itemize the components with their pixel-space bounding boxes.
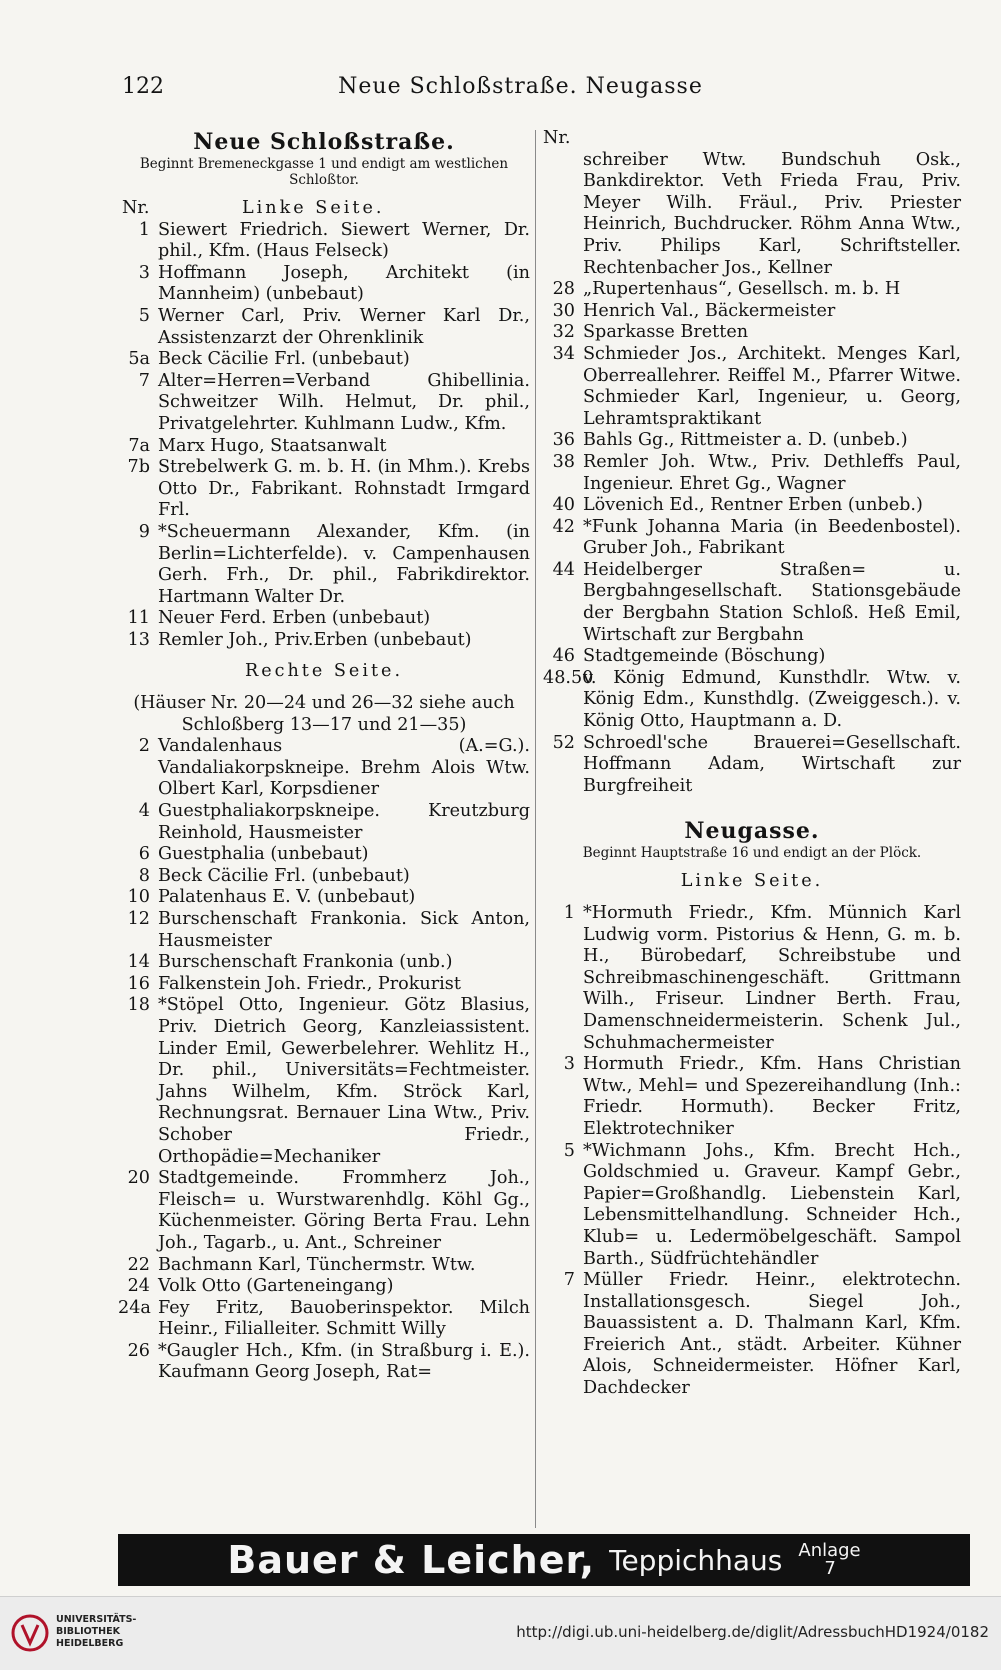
entry-text: *Gaugler Hch., Kfm. (in Straßburg i. E.). Kaufmann Georg Joseph, Rat= — [158, 1340, 530, 1383]
house-number: 12 — [127, 909, 150, 929]
house-number: 34 — [552, 343, 575, 364]
entry-text: Guestphaliakorpskneipe. Kreutzburg Reinhold, Hausmeister — [158, 801, 530, 843]
section-description: Beginnt Hauptstraße 16 und endigt an der Plöck. — [582, 845, 922, 862]
side-heading-linke: Linke Seite. — [680, 871, 824, 892]
address-entry — [118, 736, 530, 801]
entry-text: Hoffmann Joseph, Architekt (in Mannheim) (unbebaut) — [158, 262, 530, 305]
entry-text: Sparkasse Bretten — [583, 322, 749, 343]
entry-text: Fey Fritz, Bauoberinspektor. Milch Heinr., Filialleiter. Schmitt Willy — [158, 1297, 530, 1340]
entry-list — [543, 903, 961, 1400]
banner-extra: Anlage 7 — [798, 1540, 861, 1579]
entry-text: Vandalenhaus (A.=G.). Vandaliakorpskneipe. Brehm Alois Wtw. Olbert Karl, Korpsdiener — [158, 736, 530, 800]
address-entry — [543, 322, 961, 344]
entry-text: Müller Friedr. Heinr., elektrotechn. Installationsgesch. Siegel Joh., Bauassistent a. D. Thalmann Karl, Kfm. Freierich Ant., städt. Arbeiter. Kühner Alois, Schneidermeister. Höfner Karl, Dachdecker — [583, 1270, 961, 1399]
house-number: 30 — [552, 300, 575, 321]
entry-text: Beck Cäcilie Frl. (unbebaut) — [158, 349, 410, 370]
address-entry — [118, 457, 530, 522]
entry-text: Schroedl'sche Brauerei=Gesellschaft. Hoffmann Adam, Wirtschaft zur Burgfreiheit — [583, 732, 961, 796]
house-number: 48.50 — [543, 667, 594, 688]
entry-text: Beck Cäcilie Frl. (unbebaut) — [158, 865, 410, 886]
address-entry — [118, 608, 530, 630]
column-divider — [535, 130, 536, 1528]
address-entry — [118, 1276, 530, 1298]
running-header — [0, 74, 1001, 104]
house-number: 6 — [138, 844, 150, 865]
address-entry — [118, 801, 530, 844]
address-entry — [118, 1168, 530, 1254]
entry-text: Neuer Ferd. Erben (unbebaut) — [158, 608, 431, 629]
house-number: 7 — [563, 1270, 575, 1291]
entry-text: Bachmann Karl, Tünchermstr. Wtw. — [158, 1254, 476, 1275]
address-entry — [543, 1054, 961, 1140]
house-number: 32 — [552, 322, 575, 343]
entry-text: *Funk Johanna Maria (in Beedenbostel). Gruber Joh., Fabrikant — [583, 516, 961, 559]
house-number: 1 — [138, 219, 150, 240]
entry-text: Burschenschaft Frankonia (unb.) — [158, 952, 453, 973]
address-entry — [543, 495, 961, 517]
house-number: 44 — [552, 559, 575, 580]
address-entry — [118, 844, 530, 866]
entry-text: Marx Hugo, Staatsanwalt — [158, 435, 387, 456]
address-entry — [543, 903, 961, 1054]
address-entry — [118, 887, 530, 909]
entry-text: v. König Edmund, Kunsthdlr. Wtw. v. König Edm., Kunsthdlg. (Zweiggesch.). v. König Otto, Hauptmann a. D. — [583, 667, 961, 732]
entry-text: *Hormuth Friedr., Kfm. Münnich Karl Ludwig vorm. Pistorius & Henn, G. m. b. H., Bürobedarf, Schreibstube und Schreibmaschinengeschäft. Grittmann Wilh., Friseur. Lindner Berth. Frau, Damenschneidermeisterin. Schenk Jul., Schuhmachermeister — [583, 903, 961, 1053]
house-number: 52 — [552, 732, 575, 753]
continued-entry: schreiber Wtw. Bundschuh Osk., Bankdirektor. Veth Frieda Frau, Priv. Meyer Wilh. Fräul., Priv. Priester Heinrich, Buchdrucker. Röhm Anna Wtw., Priv. Philips Karl, Schriftsteller. Rechtenbacher Jos., Kellner — [583, 149, 961, 278]
address-entry — [543, 344, 961, 430]
section-description: Beginnt Bremeneckgasse 1 und endigt am westlichen Schloßtor. — [139, 156, 509, 188]
address-entry — [118, 995, 530, 1168]
house-number: 14 — [127, 952, 150, 973]
address-entry — [543, 279, 961, 301]
entry-text: „Rupertenhaus“, Gesellsch. m. b. H — [583, 279, 901, 300]
entry-list — [118, 220, 530, 652]
entry-text: Strebelwerk G. m. b. H. (in Mhm.). Krebs Otto Dr., Fabrikant. Rohnstadt Irmgard Frl. — [158, 457, 530, 521]
address-entry — [118, 436, 530, 458]
address-entry — [543, 517, 961, 560]
address-entry — [543, 1141, 961, 1271]
entry-text: Schmieder Jos., Architekt. Menges Karl, Oberreallehrer. Reiffel M., Pfarrer Witwe. Schmieder Karl, Ingenieur, u. Georg, Lehramtspraktikant — [583, 343, 961, 429]
address-entry — [543, 1270, 961, 1400]
house-number: 3 — [138, 262, 150, 283]
advertisement-banner — [118, 1534, 970, 1586]
address-entry — [118, 630, 530, 652]
address-entry — [118, 1298, 530, 1341]
side-heading-rechte: Rechte Seite. — [244, 661, 404, 682]
house-number: 9 — [138, 521, 150, 542]
house-number: 40 — [552, 495, 575, 516]
house-number: 36 — [552, 430, 575, 451]
left-column — [118, 128, 530, 1384]
house-number: 3 — [563, 1054, 575, 1075]
address-entry — [543, 430, 961, 452]
house-number: 10 — [127, 887, 150, 908]
entry-list — [543, 279, 961, 797]
section-title-neue-schlossstrasse: Neue Schloßstraße. — [193, 129, 455, 155]
entry-text: Stadtgemeinde. Frommherz Joh., Fleisch= u. Wurstwarenhdlg. Köhl Gg., Küchenmeister. Göring Berta Frau. Lehn Joh., Tagarb., u. Ant., Schreiner — [158, 1168, 530, 1253]
address-entry — [543, 646, 961, 668]
address-entry — [118, 371, 530, 436]
banner-sub: Teppichhaus — [609, 1543, 783, 1577]
entry-text: *Stöpel Otto, Ingenieur. Götz Blasius, Priv. Dietrich Georg, Kanzleiassistent. Linder Emil, Gewerbelehrer. Wehlitz H., Dr. phil., Universitäts=Fechtmeister. Jahns Wilhelm, Kfm. Ströck Karl, Rechnungsrat. Bernauer Lina Wtw., Priv. Schober Friedr., Orthopädie=Mechaniker — [158, 995, 530, 1167]
entry-text: Palatenhaus E. V. (unbebaut) — [158, 887, 416, 908]
side-heading-linke: Linke Seite. — [242, 198, 385, 218]
house-number: 4 — [138, 801, 150, 822]
address-entry — [543, 733, 961, 798]
house-number: 26 — [127, 1340, 150, 1361]
address-entry — [118, 974, 530, 996]
address-entry — [118, 1341, 530, 1384]
entry-text: Stadtgemeinde (Böschung) — [583, 646, 826, 667]
address-entry — [118, 263, 530, 306]
address-entry — [118, 952, 530, 974]
banner-main: Bauer & Leicher, — [227, 1538, 596, 1582]
page-number: 122 — [122, 74, 164, 99]
entry-text: *Wichmann Johs., Kfm. Brecht Hch., Goldschmied u. Graveur. Kampf Gebr., Papier=Großhandlg. Liebenstein Karl, Lebensmittelhandlung. Schneider Hch., Klub= u. Ledermöbelgeschäft. Sampol Barth., Südfrüchtehändler — [583, 1140, 961, 1269]
entry-text: Volk Otto (Garteneingang) — [158, 1276, 394, 1297]
address-entry — [118, 306, 530, 349]
nr-header: Nr. Linke Seite. — [118, 198, 530, 220]
entry-text: Guestphalia (unbebaut) — [158, 844, 369, 865]
footer-bar — [0, 1596, 1001, 1670]
house-number: 5 — [563, 1140, 575, 1161]
entry-text: Remler Joh. Wtw., Priv. Dethleffs Paul, Ingenieur. Ehret Gg., Wagner — [583, 451, 961, 494]
house-number: 13 — [127, 629, 150, 650]
house-number: 46 — [552, 646, 575, 667]
house-number: 5 — [138, 305, 150, 326]
house-number: 42 — [552, 516, 575, 537]
house-number: 22 — [127, 1254, 150, 1275]
address-entry — [118, 349, 530, 371]
address-entry — [118, 220, 530, 263]
entry-text: Alter=Herren=Verband Ghibellinia. Schweitzer Wilh. Helmut, Dr. phil., Privatgelehrter. Kuhlmann Ludw., Kfm. — [158, 370, 530, 434]
address-entry — [118, 1255, 530, 1277]
house-number: 38 — [552, 451, 575, 472]
nr-header: Nr. — [543, 128, 571, 148]
house-number: 20 — [127, 1168, 150, 1189]
entry-text: Hormuth Friedr., Kfm. Hans Christian Wtw., Mehl= und Spezereihandlung (Inh.: Friedr. Hormuth). Becker Fritz, Elektrotechniker — [583, 1054, 961, 1139]
house-number: 7a — [128, 435, 150, 456]
running-title: Neue Schloßstraße. Neugasse — [338, 74, 703, 99]
entry-list — [118, 736, 530, 1384]
house-number: 11 — [127, 608, 150, 629]
address-entry — [543, 668, 961, 733]
address-entry — [543, 452, 961, 495]
entry-text: *Scheuermann Alexander, Kfm. (in Berlin=Lichterfelde). v. Campenhausen Gerh. Frh., Dr. phil., Fabrikdirektor. Hartmann Walter Dr. — [158, 521, 530, 607]
institution-name: UNIVERSITÄTS- BIBLIOTHEK HEIDELBERG — [56, 1614, 137, 1649]
house-number: 16 — [127, 973, 150, 994]
entry-text: Siewert Friedrich. Siewert Werner, Dr. phil., Kfm. (Haus Felseck) — [158, 219, 530, 262]
address-entry — [118, 909, 530, 952]
house-number: 24 — [127, 1276, 150, 1297]
entry-text: Remler Joh., Priv.Erben (unbebaut) — [158, 629, 472, 650]
address-entry — [118, 866, 530, 888]
university-library-logo-icon — [10, 1611, 50, 1655]
entry-text: Burschenschaft Frankonia. Sick Anton, Hausmeister — [158, 909, 530, 951]
entry-text: Heidelberger Straßen= u. Bergbahngesellschaft. Stationsgebäude der Bergbahn Station Schloß. Heß Emil, Wirtschaft zur Bergbahn — [583, 559, 961, 645]
entry-text: Lövenich Ed., Rentner Erben (unbeb.) — [583, 495, 923, 516]
house-number: 28 — [552, 279, 575, 300]
source-url[interactable]: http://digi.ub.uni-heidelberg.de/diglit/AdressbuchHD1924/0182 — [516, 1623, 989, 1641]
entry-text: Henrich Val., Bäckermeister — [583, 300, 836, 321]
house-number: 7b — [127, 457, 150, 478]
house-number: 5a — [128, 349, 150, 370]
house-number: 18 — [127, 995, 150, 1016]
house-number: 2 — [138, 736, 150, 757]
entry-text: Falkenstein Joh. Friedr., Prokurist — [158, 973, 461, 994]
entry-text: Bahls Gg., Rittmeister a. D. (unbeb.) — [583, 430, 908, 451]
cross-reference-note: (Häuser Nr. 20—24 und 26—32 siehe auch Schloßberg 13—17 und 21—35) — [133, 693, 515, 735]
address-entry — [543, 301, 961, 323]
section-title-neugasse: Neugasse. — [684, 818, 820, 845]
right-column — [543, 128, 961, 1400]
address-entry — [118, 522, 530, 608]
house-number: 8 — [138, 865, 150, 886]
house-number: 1 — [563, 903, 575, 923]
house-number: 24a — [118, 1297, 151, 1318]
address-entry — [543, 560, 961, 646]
entry-text: Werner Carl, Priv. Werner Karl Dr., Assistenzarzt der Ohrenklinik — [158, 305, 530, 348]
house-number: 7 — [138, 370, 150, 391]
